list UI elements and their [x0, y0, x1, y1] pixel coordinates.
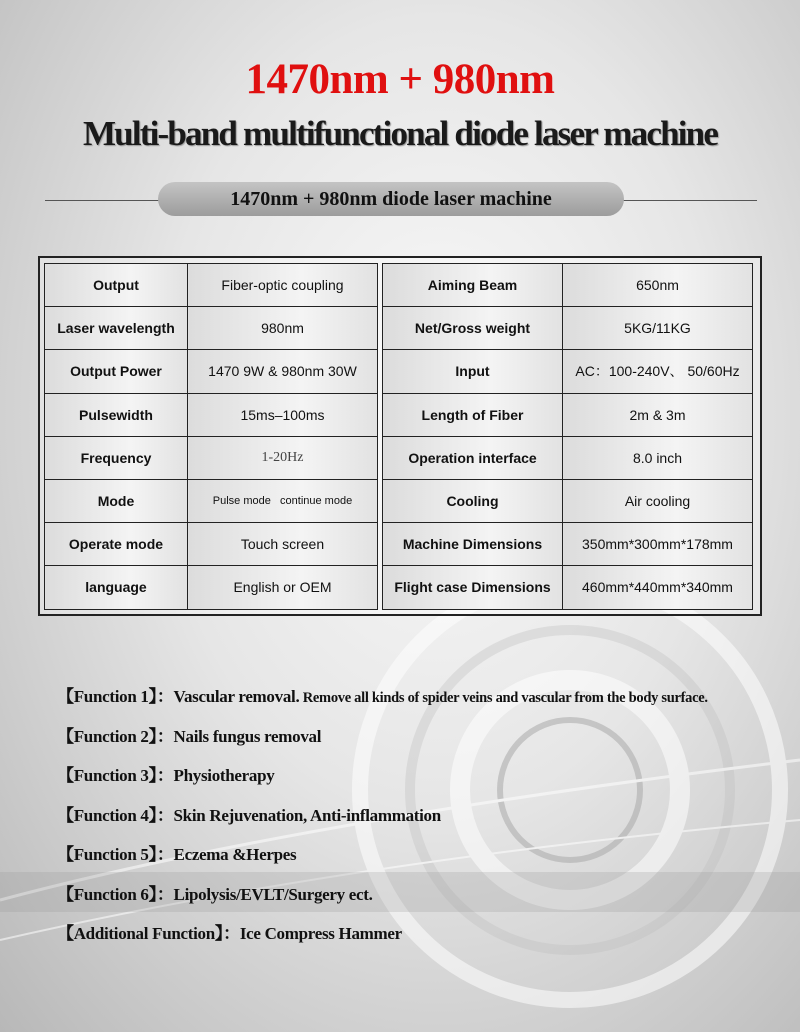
spec-label: Operation interface: [383, 436, 563, 479]
spec-value: English or OEM: [188, 566, 378, 609]
function-tag: 【Function 3】：: [57, 766, 174, 785]
spec-value: 5KG/11KG: [563, 307, 753, 350]
spec-row: [383, 523, 753, 566]
spec-label: Operate mode: [45, 523, 188, 566]
spec-label: Aiming Beam: [383, 264, 563, 307]
spec-value: 8.0 inch: [563, 436, 753, 479]
spec-label: Machine Dimensions: [383, 523, 563, 566]
function-tag: 【Function 6】：: [57, 884, 174, 904]
spec-value: 350mm*300mm*178mm: [563, 523, 753, 566]
divider-left: [45, 200, 160, 201]
spec-value: 650nm: [563, 264, 753, 307]
spec-row: [45, 307, 378, 350]
function-item: [57, 840, 296, 865]
spec-value: 1-20Hz: [188, 436, 378, 479]
function-tag: 【Additional Function】：: [57, 924, 240, 943]
page-subtitle: Multi-band multifunctional diode laser machine: [82, 114, 718, 153]
spec-value: Fiber-optic coupling: [188, 264, 378, 307]
spec-label: Laser wavelength: [45, 307, 188, 350]
spec-value: Air cooling: [563, 479, 753, 522]
spec-row: [383, 566, 753, 609]
function-item: [57, 761, 274, 786]
spec-label: Input: [383, 350, 563, 393]
spec-row: [45, 479, 378, 522]
function-text: Vascular removal.: [173, 687, 300, 706]
spec-label: Length of Fiber: [383, 393, 563, 436]
spec-label: Flight case Dimensions: [383, 566, 563, 609]
spec-value: Pulse mode continue mode: [188, 479, 378, 522]
spec-label: Output: [45, 264, 188, 307]
spec-row: [383, 393, 753, 436]
spec-row: [383, 479, 753, 522]
function-item: [57, 919, 402, 944]
spec-row: [45, 350, 378, 393]
divider-right: [622, 200, 757, 201]
spec-label: Output Power: [45, 350, 188, 393]
spec-row: [45, 264, 378, 307]
function-tag: 【Function 4】：: [57, 805, 174, 825]
function-tag: 【Function 1】：: [57, 687, 174, 706]
spec-label: Net/Gross weight: [383, 307, 563, 350]
spec-row: [383, 350, 753, 393]
function-text: Eczema &Herpes: [173, 845, 297, 864]
spec-row: [45, 523, 378, 566]
spec-value: AC：100-240V、 50/60Hz: [563, 350, 753, 393]
spec-label: Pulsewidth: [45, 393, 188, 436]
spec-value: 980nm: [188, 307, 378, 350]
function-text: Ice Compress Hammer: [239, 924, 402, 943]
spec-row: [383, 264, 753, 307]
spec-row: [383, 307, 753, 350]
spec-value: 1470 9W & 980nm 30W: [188, 350, 378, 393]
function-text: Lipolysis/EVLT/Surgery ect.: [173, 884, 373, 904]
function-detail: Remove all kinds of spider veins and vascular from the body surface.: [299, 690, 708, 706]
function-item: [57, 722, 321, 747]
function-text: Nails fungus removal: [173, 726, 322, 746]
function-item: [57, 682, 708, 707]
function-text: Physiotherapy: [173, 766, 275, 785]
function-tag: 【Function 2】：: [57, 726, 174, 746]
spec-label: Mode: [45, 479, 188, 522]
page-title: 1470nm + 980nm: [245, 56, 555, 103]
spec-value: 460mm*440mm*340mm: [563, 566, 753, 609]
spec-row: [45, 566, 378, 609]
function-item: [57, 880, 373, 905]
spec-table-left: [44, 263, 378, 610]
spec-value: Touch screen: [188, 523, 378, 566]
function-item: [57, 801, 441, 826]
section-banner: 1470nm + 980nm diode laser machine: [158, 182, 624, 216]
spec-row: [45, 436, 378, 479]
spec-row: [45, 393, 378, 436]
spec-label: Frequency: [45, 436, 188, 479]
spec-row: [383, 436, 753, 479]
spec-value: 2m & 3m: [563, 393, 753, 436]
function-text: Skin Rejuvenation, Anti-inflammation: [173, 805, 441, 825]
function-tag: 【Function 5】：: [57, 845, 174, 864]
spec-label: language: [45, 566, 188, 609]
spec-label: Cooling: [383, 479, 563, 522]
spec-table-right: [382, 263, 753, 610]
spec-value: 15ms–100ms: [188, 393, 378, 436]
